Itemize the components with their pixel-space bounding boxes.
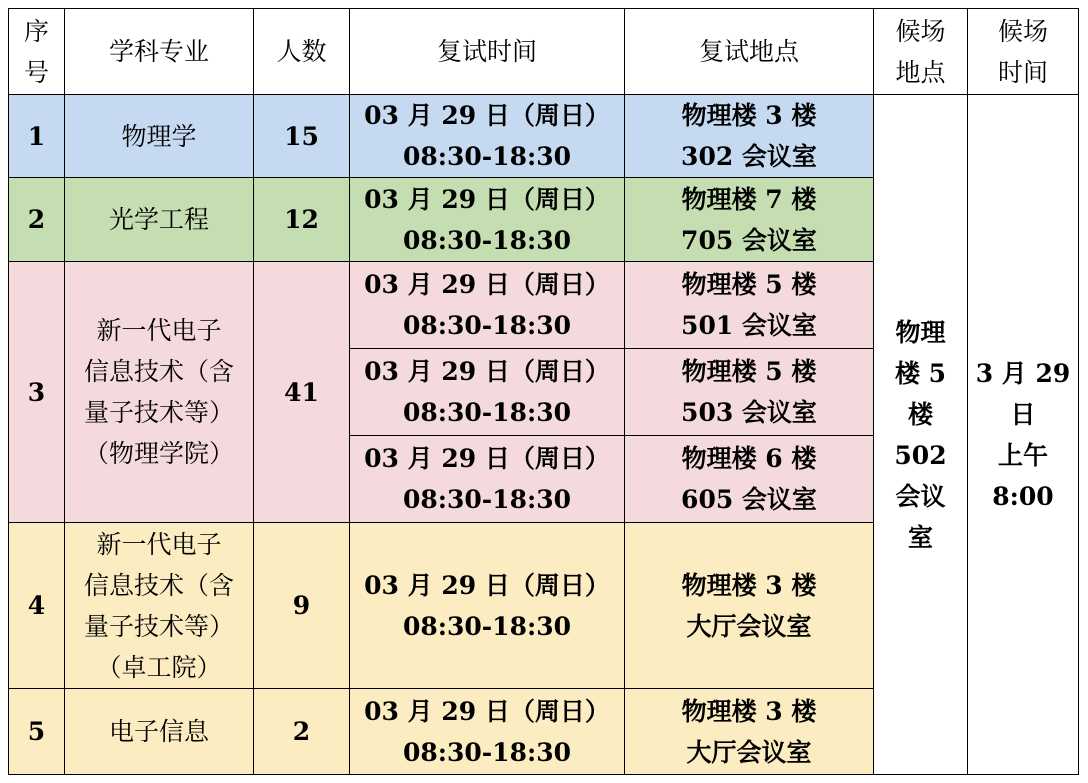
header-wait-time <box>968 9 1079 95</box>
major-line: 量子技术等） <box>83 398 234 427</box>
row-count: 41 <box>254 262 350 523</box>
time-range: 08:30-18:30 <box>403 737 571 767</box>
header-seq <box>9 9 65 95</box>
place-room: 503 会议室 <box>681 398 817 427</box>
major-line: 信息技术（含 <box>83 357 234 386</box>
wait-place-line: 物理 <box>895 317 946 347</box>
wait-place-line: 502 <box>894 440 947 470</box>
header-seq-line: 序 <box>23 16 49 46</box>
time-date: 03 月 29 日（周日） <box>364 444 610 473</box>
wait-time-line: 上午 <box>997 440 1048 470</box>
header-wait-time-line: 候场 <box>997 16 1048 46</box>
wait-place-line: 会议 <box>895 481 946 511</box>
row-seq: 2 <box>9 178 65 262</box>
interview-schedule-table <box>8 8 1079 775</box>
time-range: 08:30-18:30 <box>403 225 571 255</box>
place-building: 物理楼 5 楼 <box>681 357 817 386</box>
wait-place-line: 楼 <box>907 399 933 429</box>
header-seq-line: 号 <box>23 57 49 87</box>
row-count: 15 <box>254 95 350 178</box>
major-line: 新一代电子 <box>96 316 222 345</box>
row-seq: 1 <box>9 95 65 178</box>
row-major: 电子信息 <box>65 689 254 775</box>
time-range: 08:30-18:30 <box>403 311 571 340</box>
row-time <box>350 262 625 349</box>
header-wait-time-line: 时间 <box>997 57 1048 87</box>
major-line: 量子技术等） <box>83 611 234 641</box>
header-wait-place-line: 候场 <box>895 16 946 46</box>
row-time <box>350 436 625 523</box>
row-major <box>65 523 254 689</box>
row-time <box>350 178 625 262</box>
wait-time-line: 8:00 <box>992 481 1054 511</box>
place-building: 物理楼 3 楼 <box>681 101 817 130</box>
time-range: 08:30-18:30 <box>403 142 571 171</box>
row-count: 2 <box>254 689 350 775</box>
table-row <box>9 95 1079 178</box>
row-major <box>65 262 254 523</box>
header-time: 复试时间 <box>350 9 625 95</box>
time-range: 08:30-18:30 <box>403 611 571 641</box>
place-room: 705 会议室 <box>681 225 817 255</box>
major-line: 信息技术（含 <box>83 570 234 600</box>
place-building: 物理楼 3 楼 <box>681 696 817 726</box>
header-wait-place-line: 地点 <box>895 57 946 87</box>
time-date: 03 月 29 日（周日） <box>364 570 610 600</box>
header-count: 人数 <box>254 9 350 95</box>
row-time <box>350 689 625 775</box>
time-date: 03 月 29 日（周日） <box>364 270 610 299</box>
row-seq: 5 <box>9 689 65 775</box>
major-line: （卓工院） <box>96 652 222 682</box>
major-line: （物理学院） <box>83 439 234 468</box>
row-place <box>625 436 874 523</box>
row-place <box>625 689 874 775</box>
place-building: 物理楼 6 楼 <box>681 444 817 473</box>
row-major: 物理学 <box>65 95 254 178</box>
wait-place-cell <box>874 95 968 775</box>
place-room: 605 会议室 <box>681 485 817 514</box>
row-place <box>625 349 874 436</box>
place-room: 501 会议室 <box>681 311 817 340</box>
time-range: 08:30-18:30 <box>403 398 571 427</box>
row-seq: 3 <box>9 262 65 523</box>
wait-time-cell <box>968 95 1079 775</box>
row-place <box>625 262 874 349</box>
row-count: 9 <box>254 523 350 689</box>
place-building: 物理楼 7 楼 <box>681 184 817 214</box>
place-room: 大厅会议室 <box>686 611 812 641</box>
time-range: 08:30-18:30 <box>403 485 571 514</box>
place-room: 大厅会议室 <box>686 737 812 767</box>
wait-place-line: 室 <box>907 522 933 552</box>
header-row <box>9 9 1079 95</box>
row-time <box>350 95 625 178</box>
header-wait-place <box>874 9 968 95</box>
row-place <box>625 95 874 178</box>
place-room: 302 会议室 <box>681 142 817 171</box>
time-date: 03 月 29 日（周日） <box>364 357 610 386</box>
major-line: 新一代电子 <box>96 529 222 559</box>
header-place: 复试地点 <box>625 9 874 95</box>
row-seq: 4 <box>9 523 65 689</box>
row-place <box>625 178 874 262</box>
time-date: 03 月 29 日（周日） <box>364 184 610 214</box>
time-date: 03 月 29 日（周日） <box>364 696 610 726</box>
time-date: 03 月 29 日（周日） <box>364 101 610 130</box>
wait-time-line: 3 月 29 <box>975 358 1071 388</box>
wait-time-line: 日 <box>1010 399 1036 429</box>
row-place <box>625 523 874 689</box>
row-major: 光学工程 <box>65 178 254 262</box>
header-major: 学科专业 <box>65 9 254 95</box>
wait-place-line: 楼 5 <box>894 358 947 388</box>
place-building: 物理楼 5 楼 <box>681 270 817 299</box>
row-time <box>350 523 625 689</box>
row-time <box>350 349 625 436</box>
row-count: 12 <box>254 178 350 262</box>
place-building: 物理楼 3 楼 <box>681 570 817 600</box>
